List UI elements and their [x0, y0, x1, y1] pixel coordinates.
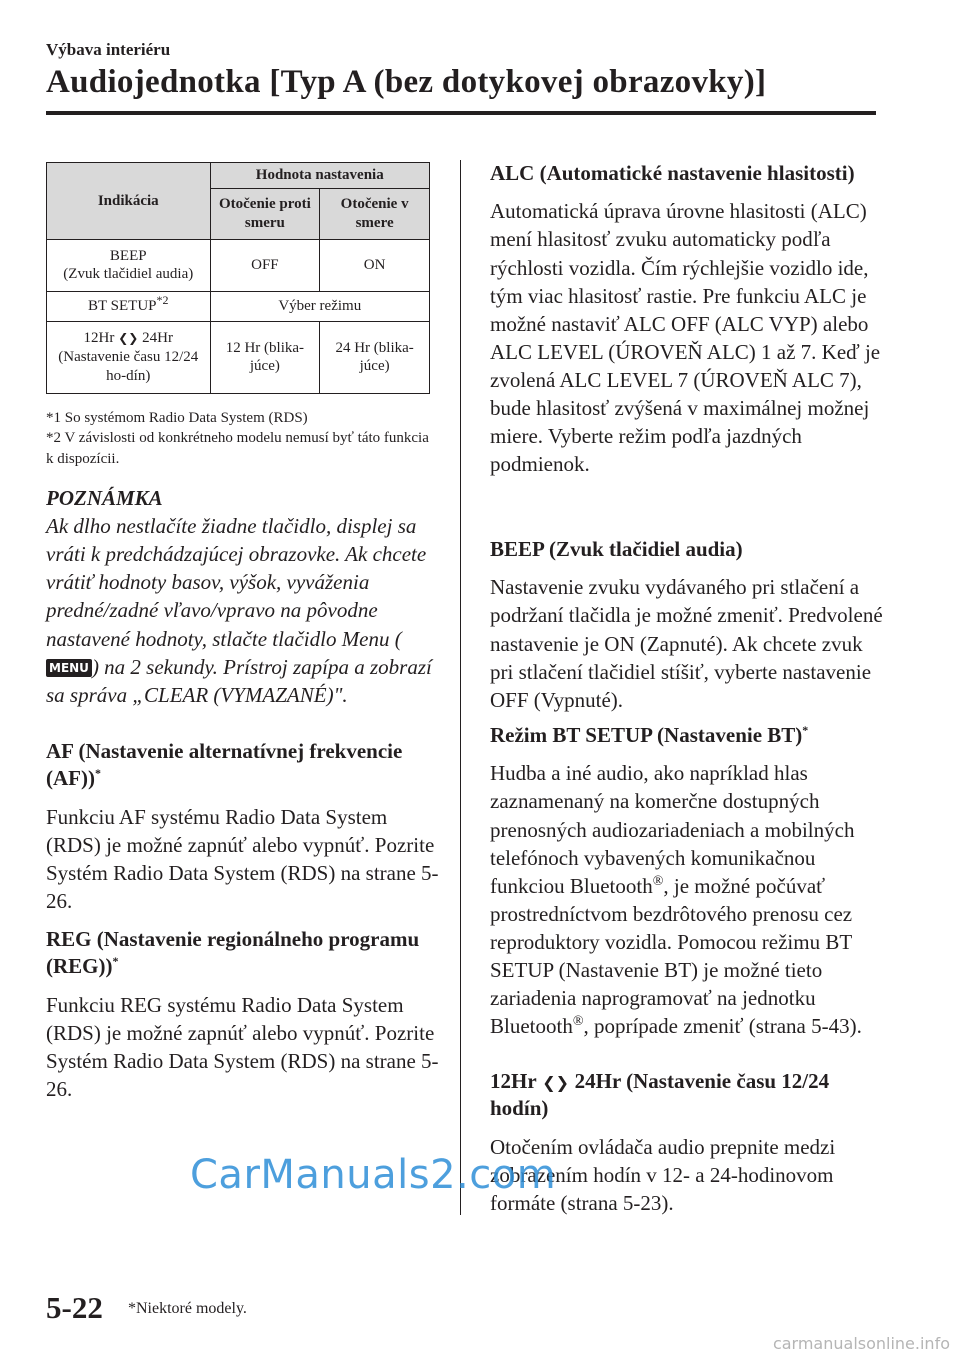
- page-footnote: *Niektoré modely.: [128, 1300, 247, 1317]
- cell-indication: BT SETUP$^{*2}$: [47, 291, 211, 321]
- header-indication: Indikácia: [47, 163, 211, 240]
- chevron-left-icon: ❮: [114, 331, 129, 346]
- table-row: [47, 321, 430, 393]
- cell-indication: BEEP (Zvuk tlačidiel audia): [47, 239, 211, 291]
- bt-text: Hudba a iné audio, ako napríklad hlas zaznamenaný na komerčne dostupných prenosných audiozariadeniach a mobilných telefónoch vybavených komunikačnou funkciou Bluetooth®, je možné počúvať prostredníctvom bezdrôtového prenosu cez reproduktory vozidla. Pomocou režimu BT SETUP (Nastavenie BT) je možné tieto zariadenia naprogramovať na jednotku Bluetooth®, poprípade zmeniť (strana 5-43).: [490, 761, 862, 1039]
- reg-section: [46, 926, 446, 1103]
- header-setting-value: Hodnota nastavenia: [210, 163, 429, 189]
- cell-span-value: Výber režimu: [210, 291, 429, 321]
- note-text: Ak dlho nestlačíte žiadne tlačidlo, displej sa vráti k predchádzajúcej obrazovke. Ak chcete vrátiť hodnoty basov, výšok, vyváženia predné/zadné vľavo/vpravo na pôvodne nastavené hodnoty, stlačte tlačidlo Menu (MENU ) na 2 sekundy. Prístroj zapípa a zobrazí sa správa „CLEAR (VYMAZANÉ)".: [46, 514, 432, 707]
- clock-heading: 12Hr ❮❯ 24Hr (Nastavenie času 12/24 hodín): [490, 1069, 830, 1121]
- table-footnotes: [46, 408, 436, 469]
- cell-ccw: OFF: [210, 239, 320, 291]
- settings-table: [46, 162, 430, 394]
- header-ccw: Otočenie proti smeru: [210, 188, 320, 239]
- alc-heading: ALC (Automatické nastavenie hlasitosti): [490, 161, 855, 185]
- beep-text: Nastavenie zvuku vydávaného pri stlačení a podržaní tlačidla je možné zmeniť. Predvolené nastavenie je ON (Zapnuté). Ak chcete zvuk pri stlačení tlačidiel stíšiť, vyberte nastavenie OFF (Vypnuté).: [490, 575, 883, 712]
- title-rule: [46, 111, 876, 115]
- header-cw: Otočenie v smere: [320, 188, 430, 239]
- cell-cw: ON: [320, 239, 430, 291]
- reg-text: Funkciu REG systému Radio Data System (RDS) je možné zapnúť alebo vypnúť. Pozrite Systém Radio Data System (RDS) na strane 5-26.: [46, 992, 439, 1101]
- note-heading: POZNÁMKA: [46, 486, 163, 510]
- menu-button-icon: MENU: [46, 659, 92, 677]
- watermark-logo: CarManuals2.com: [190, 1152, 557, 1198]
- chevron-right-icon: ❯: [128, 331, 143, 346]
- table-row: [47, 239, 430, 291]
- chevron-right-icon: ❯: [555, 1073, 575, 1092]
- section-label: Výbava interiéru: [46, 40, 171, 59]
- beep-heading: BEEP (Zvuk tlačidiel audia): [490, 537, 743, 561]
- reg-heading: REG (Nastavenie regionálneho programu (REG))*: [46, 927, 420, 979]
- beep-section: [490, 536, 890, 714]
- page-title: Audiojednotka [Typ A (bez dotykovej obrazovky)]: [46, 64, 767, 100]
- alc-text: Automatická úprava úrovne hlasitosti (ALC) mení hlasitosť zvuku automaticky podľa rýchlosti vozidla. Čím rýchlejšie vozidlo ide, tým viac hlasitosť rastie. Pre funkciu ALC je možné nastaviť ALC OFF (ALC VYP) alebo ALC LEVEL (ÚROVEŇ ALC) 1 až 7. Keď je zvolená ALC LEVEL 7 (ÚROVEŇ ALC 7), bude hlasitosť zvýšená v maximálnej možnej miere. Vyberte režim podľa jazdných podmienok.: [490, 199, 881, 477]
- cell-indication: 12Hr ❮❯ 24Hr (Nastavenie času 12/24 ho-dín): [47, 321, 211, 393]
- af-section: [46, 738, 446, 915]
- column-divider: [460, 160, 461, 1215]
- clock-text: Otočením ovládača audio prepnite medzi zobrazením hodín v 12- a 24-hodinovom formáte (strana 5-23).: [490, 1134, 836, 1215]
- page-number: 5-22: [46, 1290, 103, 1325]
- af-text: Funkciu AF systému Radio Data System (RDS) je možné zapnúť alebo vypnúť. Pozrite Systém Radio Data System (RDS) na strane 5-26.: [46, 804, 439, 913]
- cell-cw: 24 Hr (blika-júce): [320, 321, 430, 393]
- alc-section: [490, 160, 890, 479]
- table-row: [47, 291, 430, 321]
- cell-ccw: 12 Hr (blika-júce): [210, 321, 320, 393]
- site-watermark: carmanualsonline.info: [772, 1334, 950, 1353]
- chevron-left-icon: ❮: [536, 1073, 556, 1092]
- bt-section: [490, 722, 890, 1041]
- af-heading: AF (Nastavenie alternatívnej frekvencie (AF))*: [46, 739, 403, 791]
- footnote: *2 V závislosti od konkrétneho modelu nemusí byť táto funkcia k dispozícii.: [46, 430, 429, 467]
- footnote: *1 So systémom Radio Data System (RDS): [46, 410, 308, 426]
- bt-heading: Režim BT SETUP (Nastavenie BT)*: [490, 723, 809, 747]
